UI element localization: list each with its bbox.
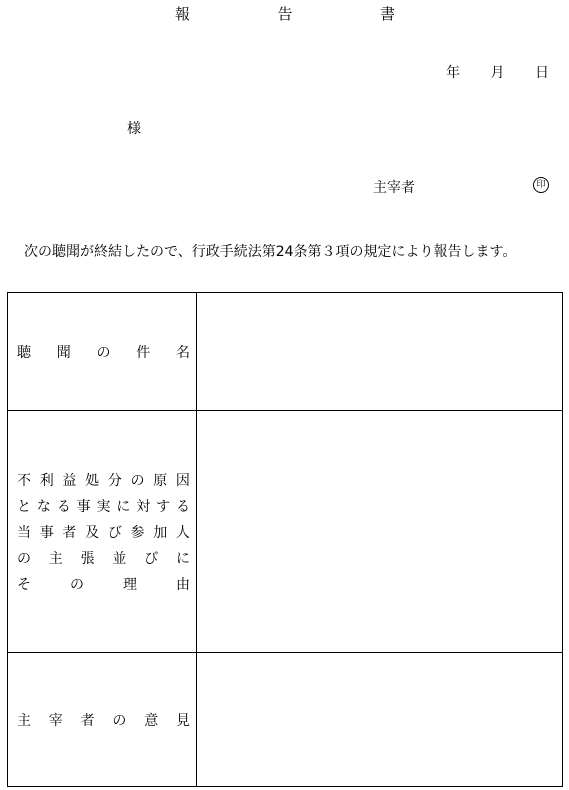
row-label-presider-opinion: [8, 653, 197, 787]
label-char: 事: [76, 498, 91, 515]
presider-label: 主宰者: [373, 180, 415, 196]
title-char: 書: [379, 5, 395, 23]
label-char: 当: [17, 524, 31, 541]
label-char: 事: [39, 524, 54, 541]
label-char: 理: [123, 576, 137, 593]
label-char: 件: [136, 344, 151, 361]
label-char: 不: [17, 472, 31, 489]
date-day-label: 日: [535, 65, 549, 81]
label-char: 主: [48, 550, 63, 567]
label-char: 者: [80, 712, 95, 729]
label-line: [17, 545, 190, 571]
label-line: [17, 519, 190, 545]
row-value-hearing-title[interactable]: [197, 293, 563, 411]
label-char: 人: [175, 524, 190, 541]
label-char: の: [112, 712, 127, 729]
label-char: 参: [130, 524, 145, 541]
date-year-label: 年: [446, 65, 460, 81]
label-char: 見: [175, 712, 190, 729]
label-char: る: [56, 498, 71, 515]
label-char: 並: [112, 550, 127, 567]
label-line: [17, 339, 190, 365]
label-char: び: [107, 524, 122, 541]
label-char: 張: [80, 550, 95, 567]
label-char: 原: [153, 472, 168, 489]
table-row: [8, 411, 563, 653]
label-char: に: [116, 498, 131, 515]
label-char: 名: [176, 344, 190, 361]
label-line: [17, 707, 190, 733]
label-char: 者: [62, 524, 77, 541]
label-char: 加: [153, 524, 168, 541]
label-line: [17, 571, 190, 597]
label-char: の: [70, 576, 84, 593]
label-char: 宰: [48, 712, 63, 729]
row-label-hearing-title: [8, 293, 197, 411]
label-char: 処: [85, 472, 100, 489]
intro-text: 次の聴聞が終結したので、行政手続法第24条第３項の規定により報告します。: [24, 244, 517, 260]
label-char: 及: [85, 524, 100, 541]
label-char: 意: [144, 712, 159, 729]
label-line: [17, 493, 190, 519]
row-value-claims[interactable]: [197, 411, 563, 653]
report-table: [7, 292, 563, 787]
label-char: る: [176, 498, 190, 515]
label-char: 利: [39, 472, 54, 489]
title-char: 告: [277, 5, 293, 23]
label-char: 聴: [17, 344, 31, 361]
row-label-claims: [8, 411, 197, 653]
date-line: [446, 62, 549, 82]
label-char: 実: [96, 498, 111, 515]
label-char: 由: [176, 576, 190, 593]
label-char: び: [144, 550, 159, 567]
label-char: と: [17, 498, 31, 515]
addressee-suffix: 様: [127, 121, 141, 137]
label-char: 主: [17, 712, 31, 729]
label-char: 益: [62, 472, 77, 489]
seal-mark: 印: [533, 177, 549, 193]
date-month-label: 月: [490, 65, 505, 81]
label-char: 分: [107, 472, 122, 489]
label-char: 因: [175, 472, 190, 489]
label-char: な: [36, 498, 51, 515]
label-char: そ: [17, 576, 31, 593]
table-row: [8, 653, 563, 787]
label-char: の: [130, 472, 145, 489]
row-value-presider-opinion[interactable]: [197, 653, 563, 787]
label-char: の: [17, 550, 31, 567]
label-char: 聞: [56, 344, 71, 361]
label-char: に: [175, 550, 190, 567]
label-char: 対: [136, 498, 151, 515]
label-line: [17, 467, 190, 493]
document-title: [175, 3, 395, 24]
table-row: [8, 293, 563, 411]
label-char: の: [96, 344, 111, 361]
label-char: す: [156, 498, 171, 515]
title-char: 報: [175, 5, 191, 23]
